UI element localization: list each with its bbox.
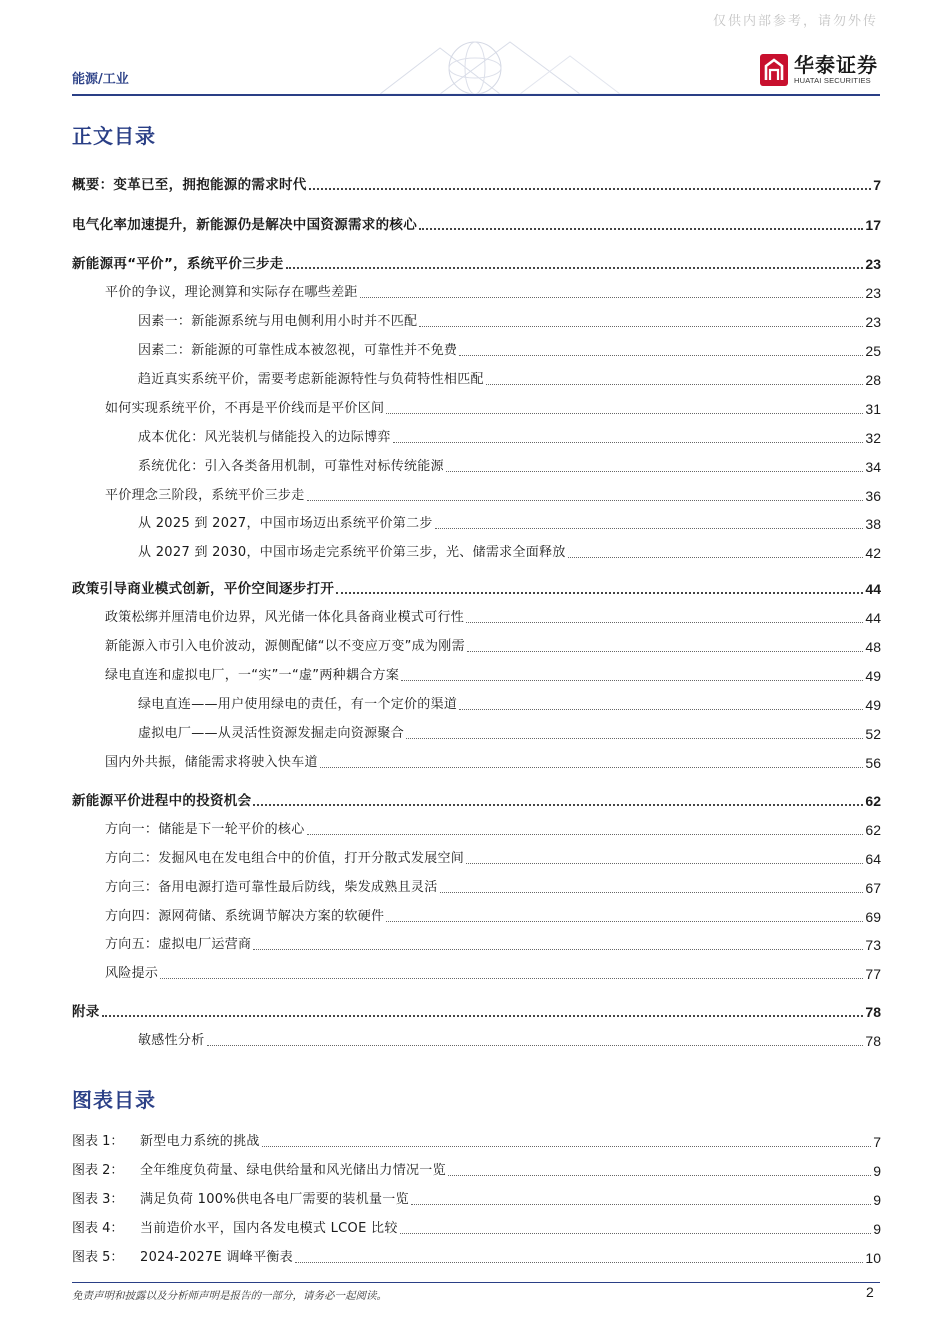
toc-entry-title: 因素一：新能源系统与用电侧利用小时并不匹配: [138, 314, 418, 329]
toc-leader-dots: [419, 227, 863, 230]
figure-leader-dots: [448, 1174, 871, 1176]
toc-entry-title: 国内外共振，储能需求将驶入快车道: [105, 755, 318, 770]
toc-entry-title: 如何实现系统平价，不再是平价线而是平价区间: [105, 401, 385, 416]
header-category: 能源/工业: [72, 72, 129, 87]
toc-leader-dots: [386, 920, 863, 922]
figure-entry[interactable]: [72, 1159, 881, 1179]
toc-entry-page: 23: [865, 314, 881, 330]
toc-entry[interactable]: [72, 310, 881, 330]
toc-entry[interactable]: [72, 818, 881, 838]
toc-entry-title: 成本优化：风光装机与储能投入的边际博弈: [138, 430, 391, 445]
toc-entry[interactable]: [72, 1000, 881, 1020]
toc-entry-title: 平价理念三阶段，系统平价三步走: [105, 488, 305, 503]
header-decoration: [380, 38, 640, 94]
figure-entry[interactable]: [72, 1130, 881, 1150]
toc-entry[interactable]: [72, 368, 881, 388]
toc-entry-page: 23: [865, 285, 881, 301]
toc-leader-dots: [307, 499, 864, 501]
toc-entry-page: 73: [865, 937, 881, 953]
header-rule: [72, 94, 880, 96]
toc-leader-dots: [466, 862, 863, 864]
toc-leader-dots: [393, 441, 864, 443]
toc-entry-title: 电气化率加速提升，新能源仍是解决中国资源需求的核心: [72, 217, 417, 233]
toc-leader-dots: [466, 621, 863, 623]
figure-leader-dots: [400, 1232, 872, 1234]
toc-entry[interactable]: [72, 426, 881, 446]
toc-leader-dots: [307, 833, 864, 835]
toc-entry[interactable]: [72, 876, 881, 896]
company-logo: [760, 54, 878, 86]
toc-entry[interactable]: [72, 173, 881, 193]
toc-entry[interactable]: [72, 962, 881, 982]
toc-entry-page: 64: [865, 851, 881, 867]
figure-entry[interactable]: [72, 1217, 881, 1237]
toc-entry-title: 系统优化：引入各类备用机制，可靠性对标传统能源: [138, 459, 444, 474]
toc-entry-page: 49: [865, 697, 881, 713]
figure-entry-label: 图表 3：: [72, 1192, 124, 1207]
toc-entry-page: 52: [865, 726, 881, 742]
toc-leader-dots: [160, 977, 863, 979]
toc-leader-dots: [320, 766, 864, 768]
figure-entry-page: 9: [873, 1192, 881, 1208]
toc-leader-dots: [286, 266, 864, 269]
toc-leader-dots: [459, 708, 863, 710]
toc-entry[interactable]: [72, 606, 881, 626]
toc-entry-page: 34: [865, 459, 881, 475]
toc-entry-title: 绿电直连——用户使用绿电的责任，有一个定价的渠道: [138, 697, 458, 712]
toc-entry[interactable]: [72, 1029, 881, 1049]
toc-entry-title: 虚拟电厂——从灵活性资源发掘走向资源聚合: [138, 726, 405, 741]
toc-entry-title: 政策引导商业模式创新，平价空间逐步打开: [72, 581, 335, 597]
toc-entry-page: 23: [865, 256, 881, 272]
figure-entry-label: 图表 2：: [72, 1163, 124, 1178]
toc-entry[interactable]: [72, 693, 881, 713]
toc-leader-dots: [467, 650, 864, 652]
toc-entry[interactable]: [72, 722, 881, 742]
toc-leader-dots: [386, 412, 863, 414]
toc-leader-dots: [486, 383, 864, 385]
toc-entry[interactable]: [72, 664, 881, 684]
toc-entry-page: 62: [865, 793, 881, 809]
figure-entry-label: 图表 4：: [72, 1221, 124, 1236]
toc-entry-page: 48: [865, 639, 881, 655]
logo-english-name: HUATAI SECURITIES: [794, 76, 871, 85]
toc-entry[interactable]: [72, 541, 881, 561]
figure-entry-title: 当前造价水平，国内各发电模式 LCOE 比较: [140, 1221, 398, 1236]
toc-entry[interactable]: [72, 847, 881, 867]
toc-entry-title: 新能源平价进程中的投资机会: [72, 793, 252, 809]
toc-leader-dots: [207, 1044, 864, 1046]
toc-leader-dots: [102, 1014, 864, 1017]
toc-entry-title: 政策松绑并厘清电价边界，风光储一体化具备商业模式可行性: [105, 610, 465, 625]
toc-entry-title: 风险提示: [105, 966, 159, 981]
toc-entry[interactable]: [72, 339, 881, 359]
toc-entry-title: 从 2025 到 2027，中国市场迈出系统平价第二步: [138, 516, 433, 531]
toc-entry-title: 方向一：储能是下一轮平价的核心: [105, 822, 305, 837]
toc-entry-page: 44: [865, 610, 881, 626]
toc-entry-title: 概要：变革已至，拥抱能源的需求时代: [72, 177, 307, 193]
toc-leader-dots: [360, 296, 864, 298]
toc-leader-dots: [401, 679, 863, 681]
toc-entry-title: 新能源再“平价”，系统平价三步走: [72, 256, 284, 272]
toc-entry-title: 方向三：备用电源打造可靠性最后防线，柴发成熟且灵活: [105, 880, 438, 895]
toc-entry-page: 17: [865, 217, 881, 233]
toc-entry-page: 32: [865, 430, 881, 446]
figure-entry-title: 新型电力系统的挑战: [140, 1134, 260, 1149]
toc-entry-page: 31: [865, 401, 881, 417]
toc-entry[interactable]: [72, 281, 881, 301]
toc-heading: 正文目录: [72, 124, 156, 148]
toc-entry-page: 62: [865, 822, 881, 838]
figure-entry-label: 图表 1：: [72, 1134, 124, 1149]
figure-entry-label: 图表 5：: [72, 1250, 124, 1265]
figure-leader-dots: [262, 1145, 872, 1147]
toc-leader-dots: [435, 527, 864, 529]
toc-entry[interactable]: [72, 213, 881, 233]
toc-leader-dots: [568, 556, 864, 558]
toc-entry-page: 7: [873, 177, 881, 193]
toc-entry-page: 67: [865, 880, 881, 896]
toc-entry-page: 77: [865, 966, 881, 982]
page-number: 2: [866, 1284, 874, 1300]
figure-leader-dots: [411, 1203, 871, 1205]
huatai-logo-icon: [760, 54, 788, 86]
toc-entry-title: 新能源入市引入电价波动，源侧配储“以不变应万变”成为刚需: [105, 639, 465, 654]
toc-entry[interactable]: [72, 789, 881, 809]
figure-entry-title: 全年维度负荷量、绿电供给量和风光储出力情况一览: [140, 1163, 446, 1178]
toc-entry-title: 从 2027 到 2030，中国市场走完系统平价第三步，光、储需求全面释放: [138, 545, 566, 560]
figure-entry-title: 2024-2027E 调峰平衡表: [140, 1250, 294, 1265]
figure-entry[interactable]: [72, 1246, 881, 1266]
figure-entry-title: 满足负荷 100%供电各电厂需要的装机量一览: [140, 1192, 409, 1207]
toc-entry-page: 42: [865, 545, 881, 561]
toc-entry[interactable]: [72, 455, 881, 475]
toc-entry-page: 36: [865, 488, 881, 504]
toc-entry-page: 44: [865, 581, 881, 597]
toc-entry[interactable]: [72, 397, 881, 417]
figure-entry-page: 9: [873, 1221, 881, 1237]
toc-leader-dots: [336, 591, 863, 594]
logo-chinese-name: 华泰证券: [794, 53, 878, 77]
figure-entry-page: 7: [873, 1134, 881, 1150]
toc-entry[interactable]: [72, 905, 881, 925]
toc-leader-dots: [459, 354, 863, 356]
toc-leader-dots: [253, 803, 863, 806]
figure-leader-dots: [295, 1261, 863, 1263]
toc-entry-title: 方向五：虚拟电厂运营商: [105, 937, 252, 952]
toc-entry-page: 78: [865, 1004, 881, 1020]
figure-entry[interactable]: [72, 1188, 881, 1208]
toc-entry-title: 附录: [72, 1004, 100, 1020]
toc-leader-dots: [253, 948, 863, 950]
toc-leader-dots: [440, 891, 864, 893]
toc-entry-page: 56: [865, 755, 881, 771]
figures-heading: 图表目录: [72, 1088, 156, 1112]
footer-disclaimer: 免责声明和披露以及分析师声明是报告的一部分，请务必一起阅读。: [72, 1290, 387, 1302]
toc-entry-page: 78: [865, 1033, 881, 1049]
toc-leader-dots: [309, 187, 872, 190]
toc-entry-title: 绿电直连和虚拟电厂，一“实”一“虚”两种耦合方案: [105, 668, 400, 683]
toc-entry[interactable]: [72, 751, 881, 771]
toc-leader-dots: [446, 470, 864, 472]
toc-entry-page: 25: [865, 343, 881, 359]
toc-entry-title: 敏感性分析: [138, 1033, 205, 1048]
footer-rule: [72, 1282, 880, 1283]
watermark-text: 仅供内部参考，请勿外传: [712, 14, 878, 29]
toc-entry-title: 趋近真实系统平价，需要考虑新能源特性与负荷特性相匹配: [138, 372, 484, 387]
toc-entry-page: 28: [865, 372, 881, 388]
toc-entry-title: 方向二：发掘风电在发电组合中的价值，打开分散式发展空间: [105, 851, 465, 866]
toc-entry-page: 49: [865, 668, 881, 684]
toc-entry[interactable]: [72, 512, 881, 532]
toc-entry[interactable]: [72, 252, 881, 272]
toc-entry-title: 方向四：源网荷储、系统调节解决方案的软硬件: [105, 909, 385, 924]
toc-entry[interactable]: [72, 635, 881, 655]
toc-entry[interactable]: [72, 933, 881, 953]
toc-entry-page: 38: [865, 516, 881, 532]
toc-entry[interactable]: [72, 484, 881, 504]
toc-entry[interactable]: [72, 577, 881, 597]
figure-entry-page: 9: [873, 1163, 881, 1179]
toc-leader-dots: [419, 325, 863, 327]
toc-entry-title: 因素二：新能源的可靠性成本被忽视，可靠性并不免费: [138, 343, 458, 358]
toc-entry-page: 69: [865, 909, 881, 925]
figure-entry-page: 10: [865, 1250, 881, 1266]
toc-entry-title: 平价的争议，理论测算和实际存在哪些差距: [105, 285, 358, 300]
toc-leader-dots: [406, 737, 863, 739]
